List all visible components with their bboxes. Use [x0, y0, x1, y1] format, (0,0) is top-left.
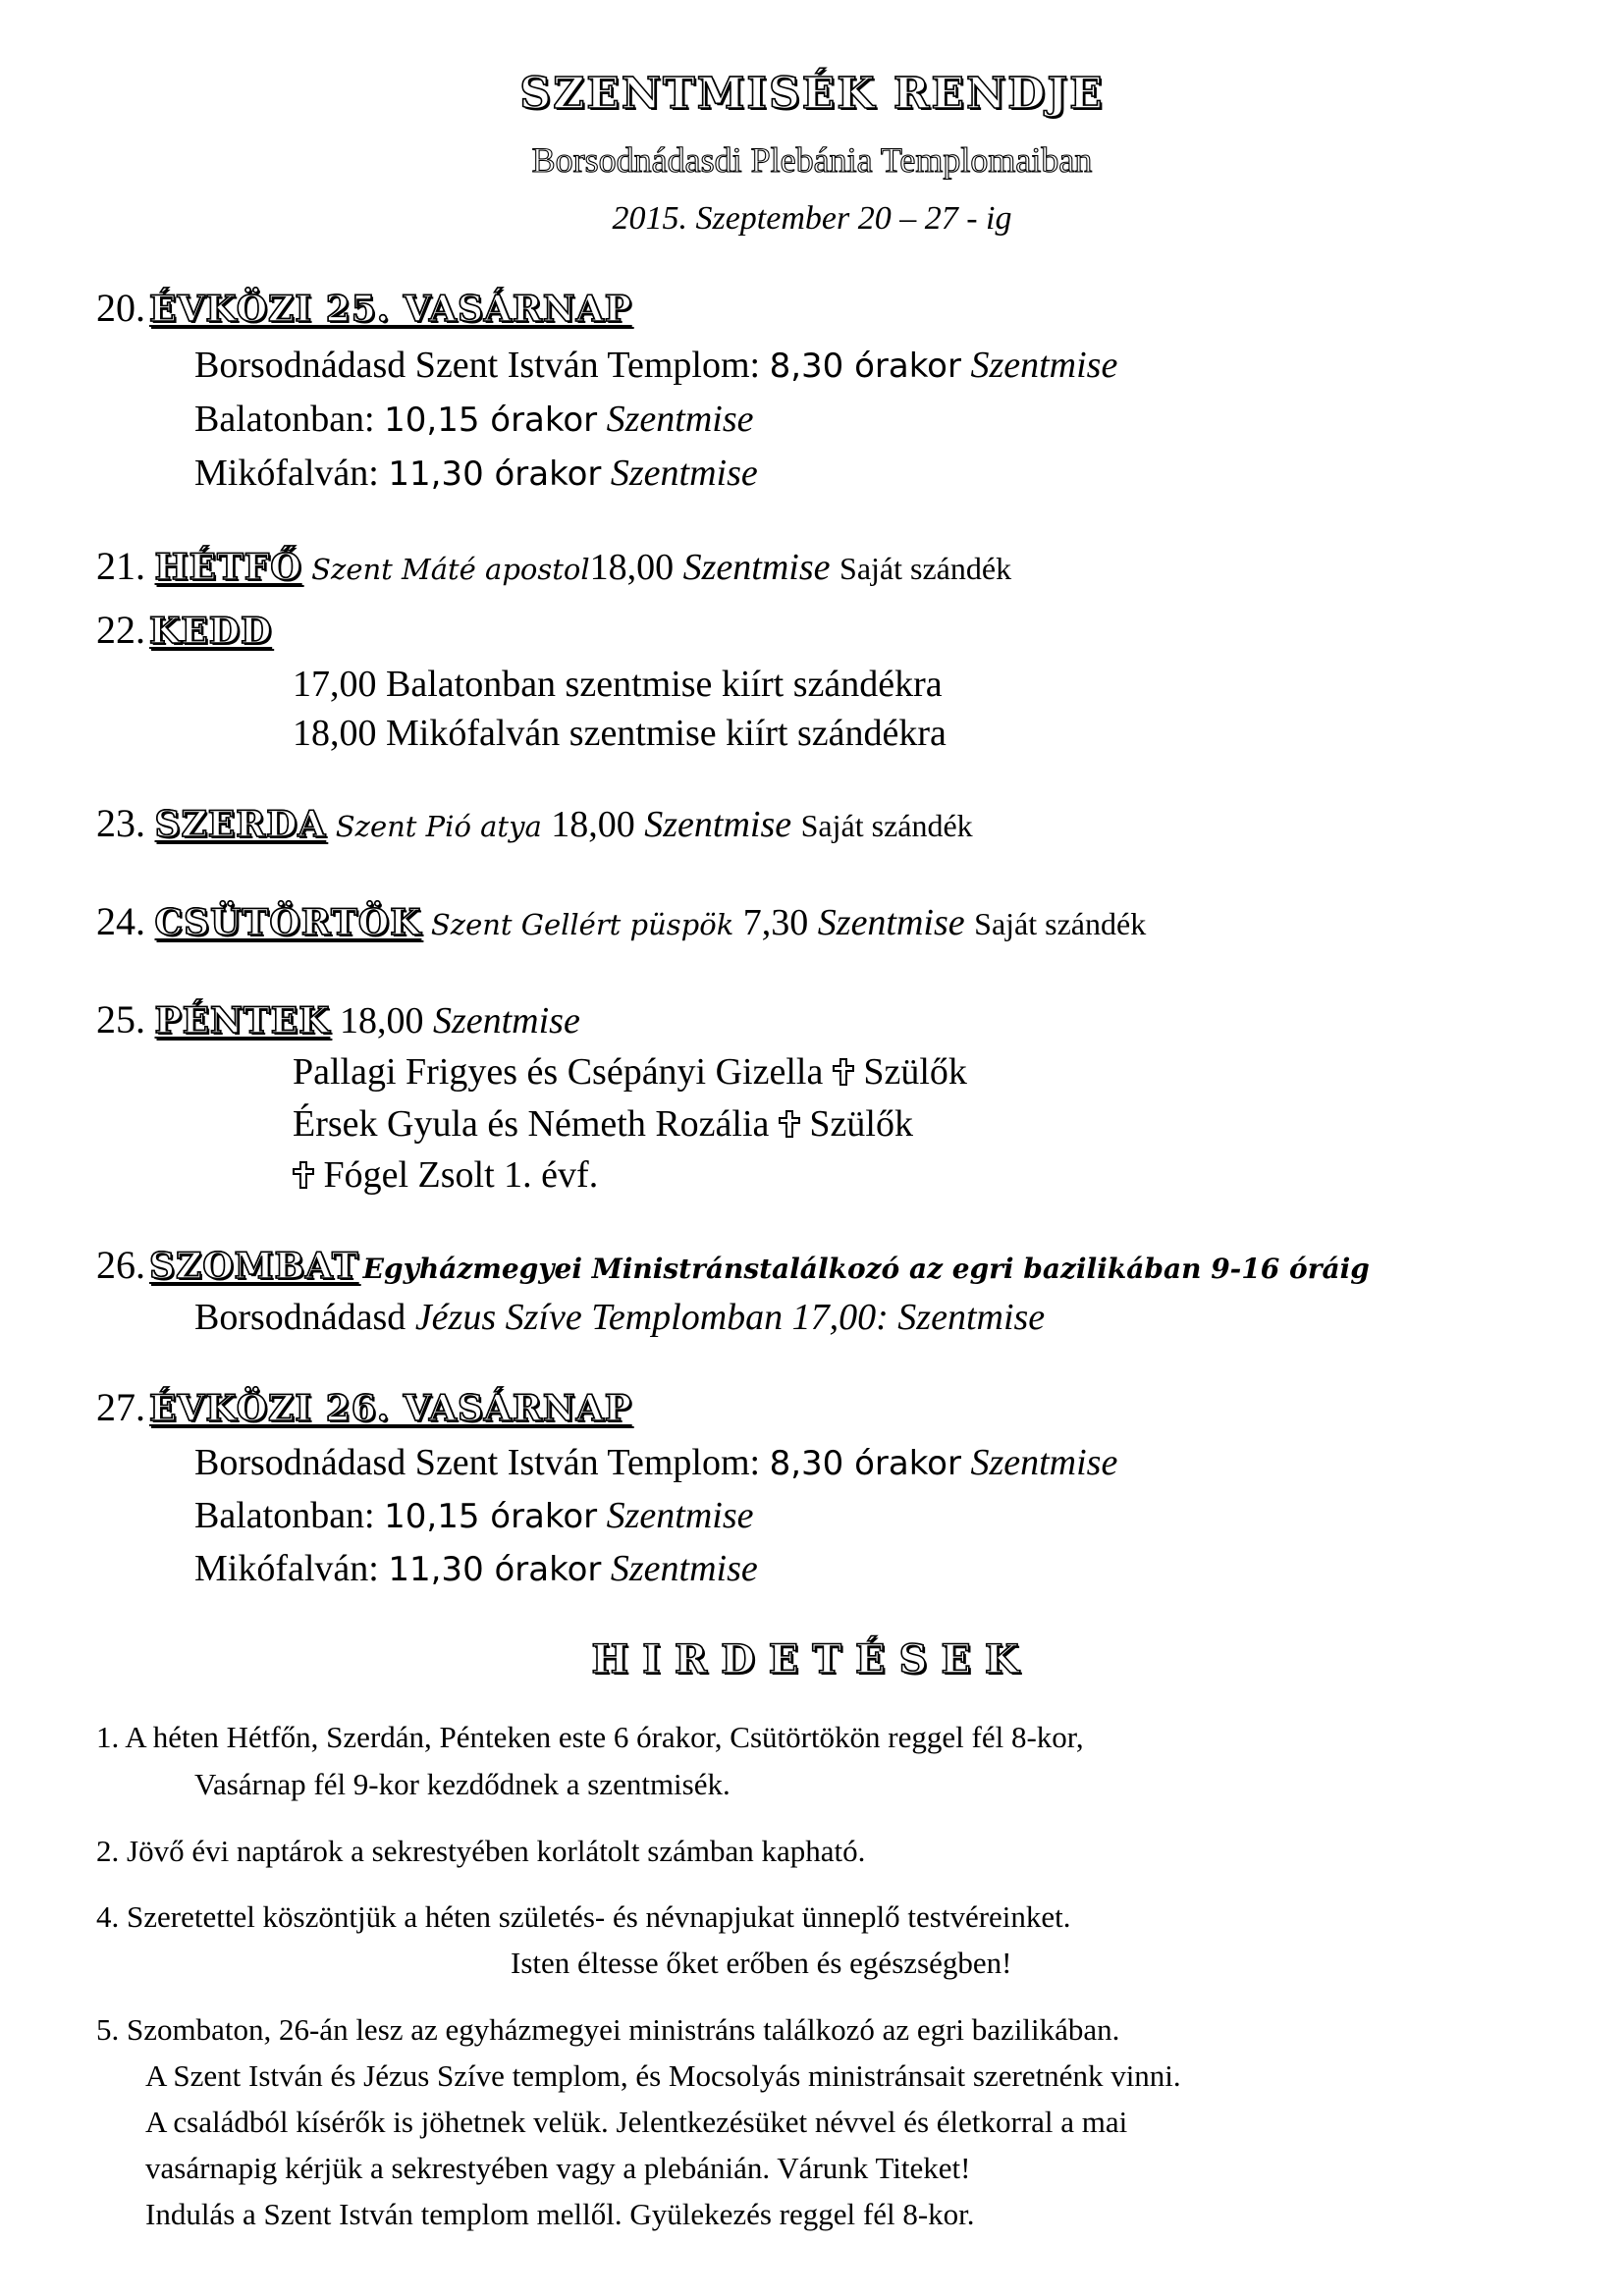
mass-place: Mikófalván:: [194, 1548, 379, 1589]
mass-place: Borsodnádasd Szent István Templom:: [194, 1442, 761, 1483]
mass-line: [194, 1547, 758, 1590]
announcements-title: HIRDETÉSEK: [591, 1636, 1033, 1682]
intention-note: Fógel Zsolt 1. évf.: [323, 1154, 599, 1196]
day-name: SZERDA: [154, 804, 327, 845]
mass-label: Szentmise: [682, 547, 831, 588]
mass-time: 10,15 órakor: [384, 400, 598, 440]
intention: Saját szándék: [839, 551, 1012, 586]
feast-name: Szent Gellért püspök: [430, 908, 734, 941]
announcement-line: Vasárnap fél 9-kor kezdődnek a szentmisék.: [194, 1767, 731, 1801]
date-range: 2015. Szeptember 20 – 27 - ig: [612, 200, 1012, 237]
day-27-heading: [96, 1384, 632, 1430]
day-number: 25.: [96, 997, 145, 1041]
day-name: ÉVKÖZI 26. VASÁRNAP: [149, 1388, 632, 1429]
mass-line: [194, 1441, 1117, 1484]
mass-time: 8,30 órakor: [769, 1444, 961, 1483]
mass-place: Balatonban:: [194, 399, 375, 440]
day-25-heading: [96, 996, 580, 1042]
mass-line: [194, 452, 758, 495]
announcement-line: 5. Szombaton, 26-án lesz az egyházmegyei ministráns találkozó az egri bazilikában.: [96, 2012, 1120, 2047]
day-23-heading: [96, 800, 973, 846]
day-number: 21.: [96, 544, 145, 588]
announcement-line: A családból kísérők is jöhetnek velük. Jelentkezésüket névvel és életkorral a mai: [145, 2105, 1128, 2139]
mass-line: [194, 1494, 754, 1537]
announcement-line: 4. Szeretettel köszöntjük a héten születés- és névnapjukat ünneplő testvéreinket.: [96, 1899, 1071, 1934]
mass-label: Szentmise: [606, 399, 754, 440]
day-name: KEDD: [149, 611, 273, 652]
intention-note: Szülők: [809, 1103, 913, 1145]
mass-place: Balatonban:: [194, 1495, 375, 1536]
day-20-heading: [96, 285, 632, 331]
page-title: SZENTMISÉK RENDJE: [519, 69, 1105, 119]
intention-names: Pallagi Frigyes és Csépányi Gizella: [293, 1051, 824, 1093]
mass-label: Szentmise: [817, 902, 965, 943]
intention-note: Szülők: [863, 1051, 967, 1093]
mass-label: Szentmise: [970, 345, 1118, 386]
mass-line: [194, 398, 754, 441]
feast-name: Szent Pió atya: [335, 810, 542, 843]
cross-icon: [293, 1161, 314, 1189]
day-name: ÉVKÖZI 25. VASÁRNAP: [149, 289, 632, 330]
day-number: 24.: [96, 899, 145, 943]
mass-line: [194, 1296, 1045, 1339]
day-22-heading: [96, 607, 272, 653]
mass-line: [194, 344, 1117, 387]
mass-time: 11,30 órakor: [388, 1550, 602, 1589]
mass-label: Szentmise: [970, 1442, 1118, 1483]
day-number: 27.: [96, 1385, 145, 1429]
mass-time: 18,00: [589, 547, 675, 588]
mass-time: 7,30: [742, 902, 809, 943]
intention-line: [293, 1153, 598, 1197]
mass-time: 11,30 órakor: [388, 454, 602, 494]
day-name: PÉNTEK: [154, 1000, 331, 1041]
mass-detail: Jézus Szíve Templomban 17,00: Szentmise: [414, 1297, 1046, 1338]
mass-place: Borsodnádasd Szent István Templom:: [194, 345, 761, 386]
intention-names: Érsek Gyula és Németh Rozália: [293, 1103, 770, 1145]
announcement-line: vasárnapig kérjük a sekrestyében vagy a plebánián. Várunk Titeket!: [145, 2151, 971, 2185]
mass-label: Szentmise: [644, 804, 792, 845]
day-name: CSÜTÖRTÖK: [154, 902, 422, 943]
day-24-heading: [96, 898, 1146, 944]
mass-line: 18,00 Mikófalván szentmise kiírt szándékra: [293, 713, 947, 754]
announcement-line: 2. Jövő évi naptárok a sekrestyében korlátolt számban kapható.: [96, 1834, 866, 1868]
day-number: 20.: [96, 286, 145, 330]
feast-name: Szent Máté apostol: [311, 553, 590, 586]
announcement-line: Isten éltesse őket erőben és egészségben!: [511, 1946, 1012, 1980]
mass-line: 17,00 Balatonban szentmise kiírt szándékra: [293, 664, 943, 705]
day-number: 23.: [96, 801, 145, 845]
mass-label: Szentmise: [432, 1000, 580, 1041]
mass-label: Szentmise: [610, 1548, 758, 1589]
day-name: HÉTFŐ: [154, 547, 302, 588]
announcement-line: Indulás a Szent István templom mellől. Gyülekezés reggel fél 8-kor.: [145, 2197, 975, 2231]
announcement-line: A Szent István és Jézus Szíve templom, és Mocsolyás ministránsait szeretnénk vinni.: [145, 2058, 1181, 2093]
day-21-heading: [96, 543, 1011, 589]
mass-place: Mikófalván:: [194, 453, 379, 494]
mass-label: Szentmise: [606, 1495, 754, 1536]
cross-icon: [779, 1110, 800, 1138]
intention-line: [293, 1050, 967, 1094]
intention: Saját szándék: [974, 906, 1147, 941]
intention-line: [293, 1102, 913, 1146]
day-number: 22.: [96, 608, 145, 652]
mass-time: 18,00: [339, 1000, 424, 1041]
mass-time: 10,15 órakor: [384, 1497, 598, 1536]
mass-time: 8,30 órakor: [769, 347, 961, 386]
day-26-heading: [96, 1242, 1370, 1288]
mass-label: Szentmise: [610, 453, 758, 494]
intention: Saját szándék: [800, 808, 973, 843]
day-name: SZOMBAT: [149, 1246, 359, 1287]
announcement-line: 1. A héten Hétfőn, Szerdán, Pénteken este 6 órakor, Csütörtökön reggel fél 8-kor,: [96, 1720, 1084, 1754]
event-text: Egyházmegyei Ministránstalálkozó az egri bazilikában 9-16 óráig: [362, 1253, 1370, 1285]
cross-icon: [833, 1058, 854, 1086]
mass-place: Borsodnádasd: [194, 1297, 406, 1338]
mass-time: 18,00: [551, 804, 635, 845]
page-subtitle: Borsodnádasdi Plebánia Templomaiban: [531, 140, 1093, 180]
day-number: 26.: [96, 1243, 145, 1287]
